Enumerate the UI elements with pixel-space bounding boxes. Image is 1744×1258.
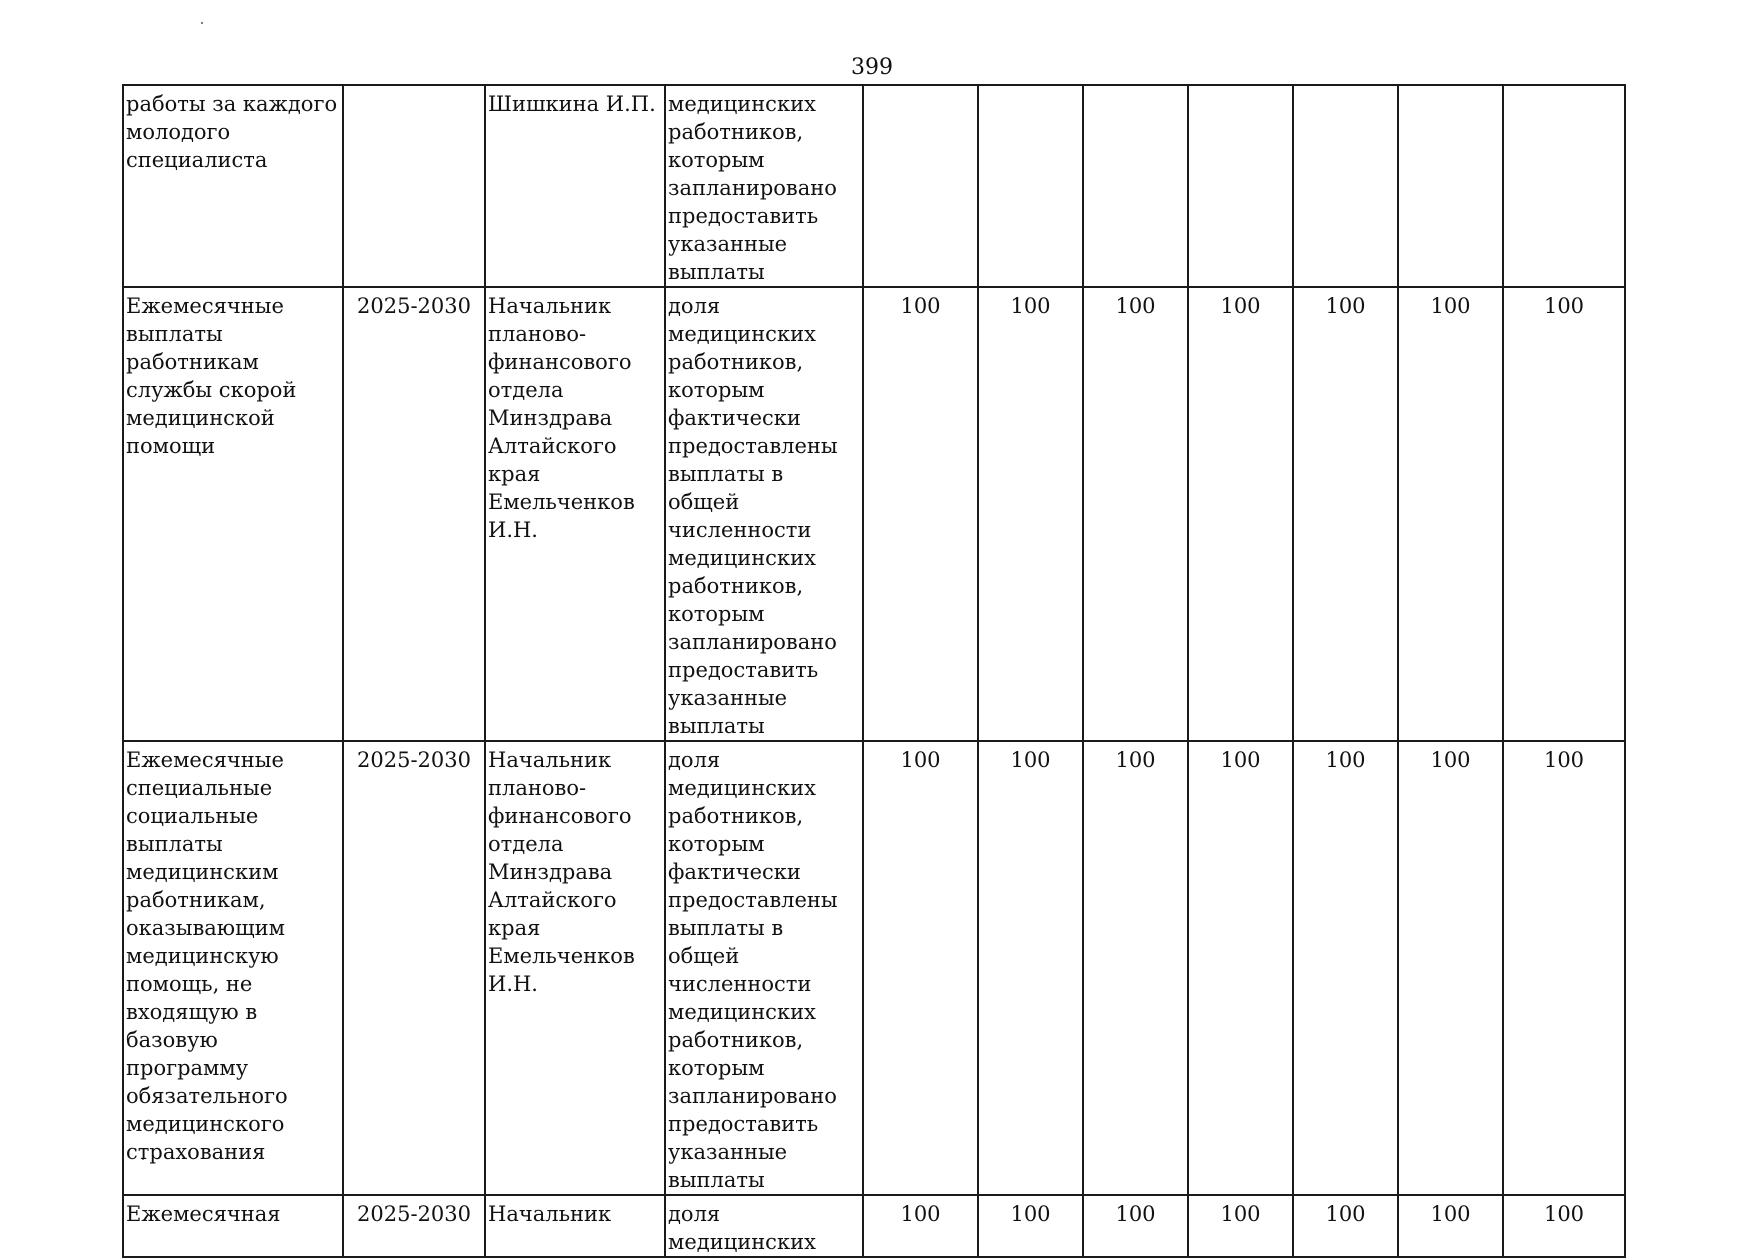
responsible-cell <box>485 85 665 287</box>
value-cell <box>1398 85 1503 287</box>
responsible: Шишкина И.П. <box>488 92 656 116</box>
program-measures-table <box>122 84 1626 1258</box>
period-cell <box>343 1195 485 1257</box>
value: 100 <box>1220 294 1261 318</box>
value: 100 <box>1430 294 1471 318</box>
value: 100 <box>1430 748 1471 772</box>
value-cell <box>863 85 978 287</box>
measure-name-cell <box>123 85 343 287</box>
value: 100 <box>1220 748 1261 772</box>
value-cell <box>1083 85 1188 287</box>
indicator: медицинских работников, которым запланировано предоставить указанные выплаты <box>668 92 837 284</box>
value-cell <box>863 287 978 741</box>
responsible-cell <box>485 1195 665 1257</box>
measure-name: работы за каждого молодого специалиста <box>126 92 338 172</box>
value-cell <box>1188 287 1293 741</box>
value-cell <box>978 741 1083 1195</box>
period: 2025-2030 <box>357 294 471 318</box>
value-cell <box>1398 1195 1503 1257</box>
measure-name-cell <box>123 741 343 1195</box>
indicator-cell <box>665 287 863 741</box>
value: 100 <box>1115 294 1156 318</box>
responsible: Начальник <box>488 1202 612 1226</box>
period: 2025-2030 <box>357 1202 471 1226</box>
value-cell <box>1083 741 1188 1195</box>
measure-name: Ежемесячная <box>126 1202 281 1226</box>
value: 100 <box>1010 748 1051 772</box>
value: 100 <box>1115 1202 1156 1226</box>
indicator: доля медицинских работников, которым фактически предоставлены выплаты в общей численности медицинских работников, которым запланировано предоставить указанные выплаты <box>668 294 838 738</box>
value-cell <box>1188 85 1293 287</box>
indicator-cell <box>665 1195 863 1257</box>
value-cell <box>1293 287 1398 741</box>
responsible: Начальник планово- финансового отдела Минздрава Алтайского края Емельченков И.Н. <box>488 748 635 996</box>
table-row <box>123 287 1625 741</box>
value: 100 <box>900 294 941 318</box>
table-row <box>123 1195 1625 1257</box>
value: 100 <box>1325 748 1366 772</box>
value: 100 <box>1010 1202 1051 1226</box>
value-cell <box>1503 1195 1625 1257</box>
value: 100 <box>1543 748 1585 772</box>
value: 100 <box>900 1202 941 1226</box>
period: 2025-2030 <box>357 748 471 772</box>
value: 100 <box>1325 1202 1366 1226</box>
value-cell <box>1188 1195 1293 1257</box>
measure-name: Ежемесячные выплаты работникам службы скорой медицинской помощи <box>126 294 297 458</box>
indicator: доля медицинских работников, которым фактически предоставлены выплаты в общей численности медицинских работников, которым запланировано предоставить указанные выплаты <box>668 748 838 1192</box>
measure-name-cell <box>123 287 343 741</box>
value: 100 <box>1010 294 1051 318</box>
indicator-cell <box>665 85 863 287</box>
responsible: Начальник планово- финансового отдела Минздрава Алтайского края Емельченков И.Н. <box>488 294 635 542</box>
page-number: 399 <box>851 55 893 80</box>
value-cell <box>1398 287 1503 741</box>
value-cell <box>1083 1195 1188 1257</box>
value-cell <box>978 287 1083 741</box>
value-cell <box>1293 1195 1398 1257</box>
value: 100 <box>1543 1202 1585 1226</box>
value-cell <box>863 741 978 1195</box>
indicator: доля медицинских <box>668 1202 816 1254</box>
value-cell <box>1503 287 1625 741</box>
value-cell <box>1293 85 1398 287</box>
period-cell <box>343 741 485 1195</box>
value-cell <box>978 85 1083 287</box>
value-cell <box>1503 741 1625 1195</box>
table-row <box>123 741 1625 1195</box>
period-cell <box>343 287 485 741</box>
measure-name-cell <box>123 1195 343 1257</box>
value-cell <box>1293 741 1398 1195</box>
measure-name: Ежемесячные специальные социальные выплаты медицинским работникам, оказывающим медицинскую помощь, не входящую в базовую программу обязательного медицинского страхования <box>126 748 288 1164</box>
responsible-cell <box>485 287 665 741</box>
value-cell <box>1503 85 1625 287</box>
value: 100 <box>1220 1202 1261 1226</box>
table-row <box>123 85 1625 287</box>
value: 100 <box>1325 294 1366 318</box>
value-cell <box>1188 741 1293 1195</box>
value-cell <box>978 1195 1083 1257</box>
value: 100 <box>1115 748 1156 772</box>
value-cell <box>1083 287 1188 741</box>
period-cell <box>343 85 485 287</box>
responsible-cell <box>485 741 665 1195</box>
value-cell <box>1398 741 1503 1195</box>
indicator-cell <box>665 741 863 1195</box>
value-cell <box>863 1195 978 1257</box>
value: 100 <box>900 748 941 772</box>
value: 100 <box>1543 294 1585 318</box>
scan-speck <box>201 22 203 24</box>
value: 100 <box>1430 1202 1471 1226</box>
